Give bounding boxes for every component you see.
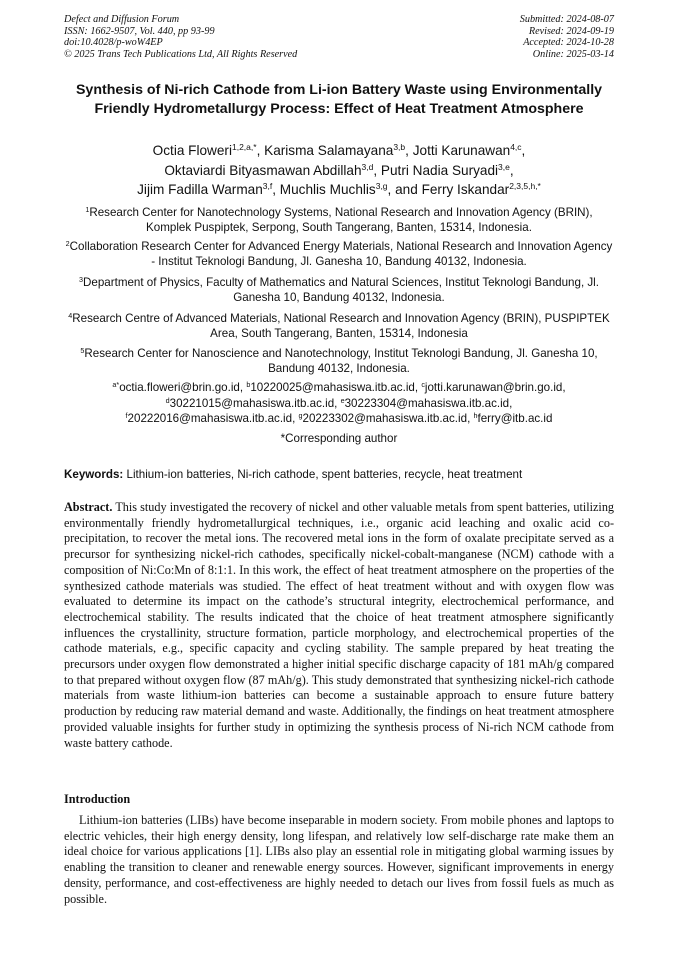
accepted-date: Accepted: 2024-10-28: [523, 37, 614, 49]
affiliation-2: $^2$Collaboration Research Center for Advanced Energy Materials, National Research and Innovation Agency - Institut Teknologi Bandung, Jl. Ganesha 10, Bandung 40132, Indonesia.: [65, 239, 613, 269]
affiliation-1: $^1$Research Center for Nanotechnology Systems, National Research and Innovation Agency (BRIN), Komplek Puspiptek, Serpong, South Tangerang, Banten, 15314, Indonesia.: [85, 205, 593, 235]
author: Muchlis Muchlis$^{3,g}$, and: [279, 181, 422, 198]
author: Octia Floweri$^{1,2,a,*}$,: [152, 142, 265, 158]
email[interactable]: $^e$30223304@mahasiswa.itb.ac.id: [340, 395, 510, 410]
email[interactable]: $^{a*}$octia.floweri@brin.go.id: [112, 380, 240, 394]
email[interactable]: $^b$10220025@mahasiswa.itb.ac.id: [246, 380, 415, 394]
author: Ferry Iskandar$^{2,3,5,h,*}$: [421, 181, 541, 198]
submitted-date: Submitted: 2024-08-07: [519, 14, 614, 25]
affiliation-4: $^4$Research Centre of Advanced Materials, National Research and Innovation Agency (BRIN), PUSPIPTEK Area, South Tangerang, Banten, 15314, Indonesia: [68, 311, 610, 341]
keywords: [64, 467, 614, 482]
affiliation-3: $^3$Department of Physics, Faculty of Mathematics and Natural Sciences, Institut Teknologi Bandung, Jl. Ganesha 10, Bandung 40132, Indonesia.: [79, 275, 599, 305]
introduction-heading: Introduction: [64, 792, 131, 806]
author-list: [64, 141, 614, 200]
author: Jijim Fadilla Warman$^{3,f}$,: [137, 181, 280, 198]
author: Karisma Salamayana$^{3,b}$,: [264, 142, 413, 158]
paper-title: Synthesis of Ni-rich Cathode from Li-ion Battery Waste using Environmentally Friendly Hydrometallurgy Process: Effect of Heat Treatment Atmosphere: [75, 82, 603, 117]
keywords-text: Lithium-ion batteries, Ni-rich cathode, spent batteries, recycle, heat treatment: [126, 468, 523, 481]
journal-name: Defect and Diffusion Forum: [64, 14, 180, 25]
corresponding-author-note: *Corresponding author: [280, 432, 398, 445]
email[interactable]: $^h$ferry@itb.ac.id: [473, 411, 553, 426]
email-list: $^{a*}$octia.floweri@brin.go.id, $^b$10220025@mahasiswa.itb.ac.id, $^c$jotti.karunawan@brin.go.id, $^d$30221015@mahasiswa.itb.ac.id, $^e$30223304@mahasiswa.itb.ac.id, $^f$20222016@mahasiswa.itb.ac.id, $^g$20223302@mahasiswa.itb.ac.id, $^h$ferry@itb.ac.id: [112, 380, 566, 426]
introduction-paragraph: Lithium-ion batteries (LIBs) have become inseparable in modern society. From mobile phones and laptops to electric vehicles, their high energy density, long lifespan, and relatively low self-discharge rate make them an ideal choice for various applications [1]. LIBs also play an essential role in mitigating global warming issues by enabling the transition to cleaner and renewable energy sources. However, significant improvements in energy density, performance, and cost-effectiveness are highly needed to detach our lives from fossil fuels as much as possible.: [64, 813, 614, 906]
email[interactable]: $^d$30221015@mahasiswa.itb.ac.id: [165, 395, 335, 410]
abstract-text: This study investigated the recovery of nickel and other valuable metals from spent batteries, utilizing environmentally friendly hydrometallurgical techniques, i.e., organic acid leaching and oxalic acid co-precipitation, to recover the metal ions. The recovered metal ions in the form of oxalate precipitate served as a precursor for synthesizing nickel-rich cathodes, specifically nickel-cobalt-manganese (NCM) cathode with a composition of Ni:Co:Mn of 8:1:1. In this work, the effect of heat treatment atmosphere on the properties of the synthesized cathode materials was studied. The effect of heat treatment without and with oxygen flow was evaluated to determine its impact on the cathode’s structural integrity, electrochemical performance, and electrochemical stability. The results indicated that the choice of heat treatment atmosphere significantly influences the crystallinity, structure formation, particle morphology, and electrochemical properties of the cathode materials, e.g., specific capacity and cycling stability. The sample prepared by heat treating the precursors under oxygen flow demonstrated a higher initial specific discharge capacity of 181 mAh/g compared to that prepared without oxygen flow (87 mAh/g). This study demonstrated that synthesizing nickel-rich cathode materials from waste lithium-ion batteries can become a sustainable approach to ensure future battery production by reducing raw material demand and waste. Additionally, the findings on heat treatment atmosphere provided valuable insights for further study in optimizing the synthesis process of Ni-rich NCM cathode from waste battery cathode.: [64, 500, 615, 750]
author: Jotti Karunawan$^{4,c}$,: [412, 142, 526, 158]
email[interactable]: $^c$jotti.karunawan@brin.go.id: [421, 380, 563, 394]
abstract-label: Abstract.: [64, 500, 113, 514]
email[interactable]: $^g$20223302@mahasiswa.itb.ac.id: [298, 411, 468, 426]
revised-date: Revised: 2024-09-19: [528, 25, 614, 37]
journal-header-left: [64, 14, 297, 60]
email[interactable]: $^f$20222016@mahasiswa.itb.ac.id: [125, 411, 293, 426]
doi[interactable]: doi:10.4028/p-woW4EP: [64, 37, 163, 49]
keywords-label: Keywords:: [64, 468, 124, 481]
online-date: Online: 2025-03-14: [532, 48, 614, 60]
issn-volume: ISSN: 1662-9507, Vol. 440, pp 93-99: [64, 25, 215, 37]
abstract: [64, 500, 614, 751]
affiliation-5: $^5$Research Center for Nanoscience and Nanotechnology, Institut Teknologi Bandung, Jl. Ganesha 10, Bandung 40132, Indonesia.: [80, 346, 598, 376]
author: Putri Nadia Suryadi$^{3,e}$,: [380, 161, 514, 178]
journal-header-right: [520, 14, 614, 60]
copyright: © 2025 Trans Tech Publications Ltd, All Rights Reserved: [64, 48, 298, 60]
author: Oktaviardi Bityasmawan Abdillah$^{3,d}$,: [164, 161, 381, 178]
